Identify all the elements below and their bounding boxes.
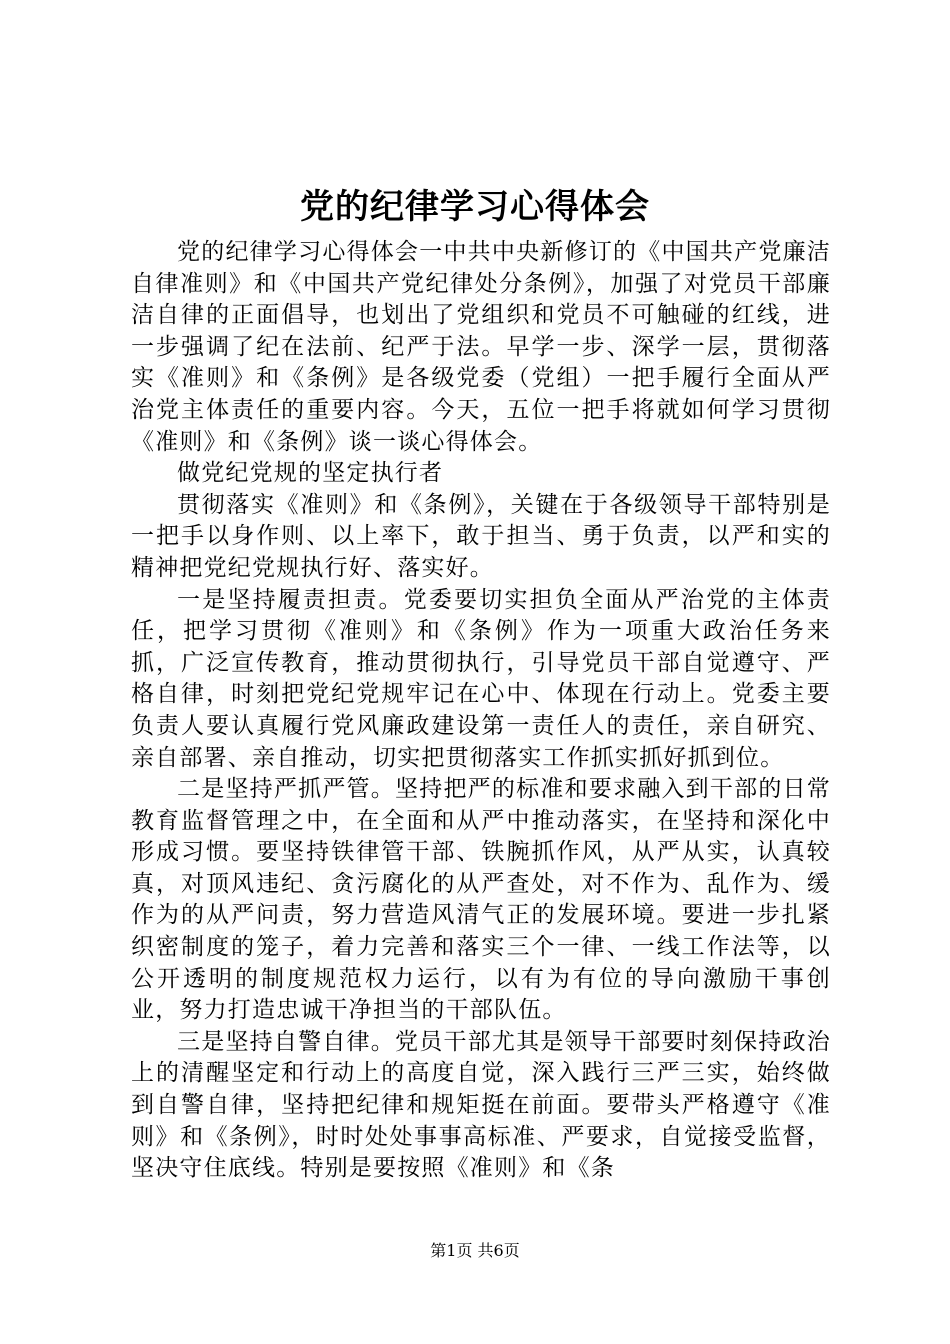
paragraph-key-point: 贯彻落实《准则》和《条例》，关键在于各级领导干部特别是一把手以身作则、以上率下，敢于担当、勇于负责，以严和实的精神把党纪党规执行好、落实好。 xyxy=(131,491,831,581)
section-heading: 做党纪党规的坚定执行者 xyxy=(177,460,444,487)
paragraph-point-two: 二是坚持严抓严管。坚持把严的标准和要求融入到干部的日常教育监督管理之中，在全面和从严中推动落实，在坚持和深化中形成习惯。要坚持铁律管干部、铁腕抓作风，从严从实，认真较真，对顶风违纪、贪污腐化的从严查处，对不作为、乱作为、缓作为的从严问责，努力营造风清气正的发展环境。要进一步扎紧织密制度的笼子，着力完善和落实三个一律、一线工作法等，以公开透明的制度规范权力运行，以有为有位的导向激励干事创业，努力打造忠诚干净担当的干部队伍。 xyxy=(131,776,831,1024)
document-title: 党的纪律学习心得体会 xyxy=(300,187,650,227)
paragraph-point-three: 三是坚持自警自律。党员干部尤其是领导干部要时刻保持政治上的清醒坚定和行动上的高度自觉，深入践行三严三实，始终做到自警自律，坚持把纪律和规矩挺在前面。要带头严格遵守《准则》和《条例》，时时处处事事高标准、严要求，自觉接受监督，坚决守住底线。特别是要按照《准则》和《条 xyxy=(131,1028,831,1182)
paragraph-intro: 党的纪律学习心得体会一中共中央新修订的《中国共产党廉洁自律准则》和《中国共产党纪律处分条例》，加强了对党员干部廉洁自律的正面倡导，也划出了党组织和党员不可触碰的红线，进一步强调了纪在法前、纪严于法。早学一步、深学一层，贯彻落实《准则》和《条例》是各级党委（党组）一把手履行全面从严治党主体责任的重要内容。今天，五位一把手将就如何学习贯彻《准则》和《条例》谈一谈心得体会。 xyxy=(131,239,831,455)
document-body xyxy=(131,237,831,1185)
paragraph-point-one: 一是坚持履责担责。党委要切实担负全面从严治党的主体责任，把学习贯彻《准则》和《条例》作为一项重大政治任务来抓，广泛宣传教育，推动贯彻执行，引导党员干部自觉遵守、严格自律，时刻把党纪党规牢记在心中、体现在行动上。党委主要负责人要认真履行党风廉政建设第一责任人的责任，亲自研究、亲自部署、亲自推动，切实把贯彻落实工作抓实抓好抓到位。 xyxy=(131,586,831,771)
page-number-footer: 第1页 共6页 xyxy=(430,1241,520,1260)
